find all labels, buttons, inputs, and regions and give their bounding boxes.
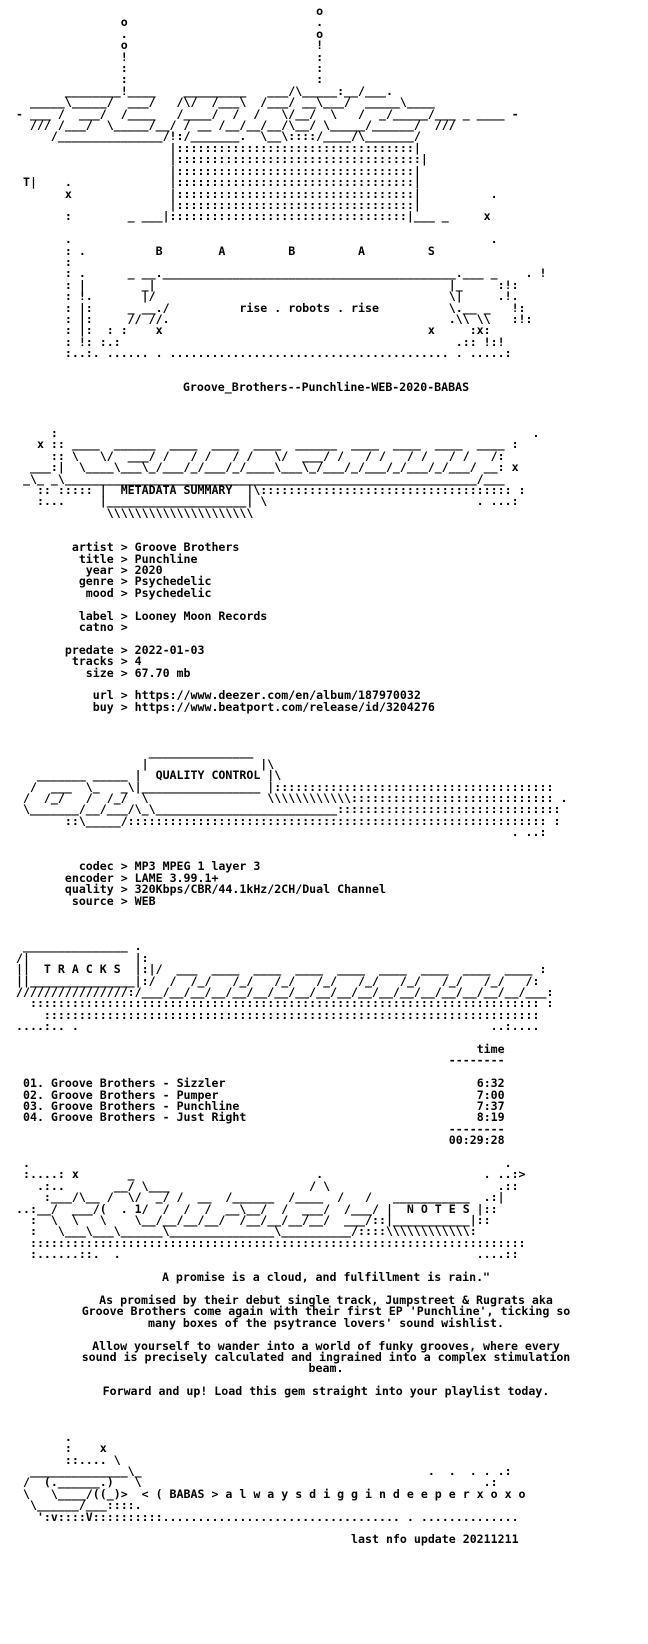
- track-title: Sizzler: [176, 1076, 226, 1091]
- track-artist: Groove Brothers: [50, 1076, 156, 1091]
- tracks-logo-line: _______________ .: [16, 939, 142, 954]
- quality-source: WEB: [134, 893, 156, 908]
- notes-line: Allow yourself to wander into a world of funky grooves, where every: [92, 1338, 560, 1353]
- header-art-line: /_______________/!:/_______. \__\::::/____/\_______/: [16, 129, 421, 144]
- notes-logo-line: :::::::::::::::::::::::::::::::::::::::::::::::::::::::::::::::::::::::: [16, 1235, 526, 1250]
- footer-art-line: \______/___::::.: [16, 1498, 142, 1513]
- notes-line: As promised by their debut single track, Jumpstreet & Rugrats aka: [99, 1292, 553, 1307]
- metadata-year: 2020: [134, 562, 163, 577]
- header-art-line: : . _ __.__________________________________________.___ _ . !: [16, 266, 547, 281]
- header-art-line: : . B A B A S: [16, 243, 435, 258]
- header-art-line: o .: [16, 15, 324, 30]
- tracks-logo-line: ||_______________|:/ / /_/ /_/ /_/ /_/ /_/ /_/ /_/ /_/ /:: [16, 973, 540, 988]
- metadata-logo-line: ___:| \____\___\_/___/_/___/_/____\___\_/___/_/___/_/___/_/___/ __: x: [16, 460, 519, 475]
- tracks-logo-line: /| |:: [16, 950, 149, 965]
- quality-logo-line: / ___ \_ _\|_________________ |::::::::::::::::::::::::::::::::::::::::: [16, 779, 554, 794]
- header-art-line: : |: _ __./ rise . robots . rise \.__ _ !:: [16, 300, 526, 315]
- header-art-line: /// /___/ \_____/__/ / __ /__/__/__/\__/ \_____/______/ ///: [16, 118, 456, 133]
- notes-logo-line: :___/\__ / \/ _/ / __ /______ /____ / / ___________ .:|: [16, 1190, 505, 1205]
- footer-art-line: / (.______.) \ .:: [16, 1475, 498, 1490]
- header-art-line: |::::::::::::::::::::::::::::::::::|: [16, 197, 421, 212]
- header-art-line: x |::::::::::::::::::::::::::::::::::| .: [16, 186, 498, 201]
- track-rows: [16, 1078, 636, 1124]
- track-time: 8:19: [476, 1110, 505, 1125]
- quality-logo-line: / /_/ / /_/ \ \\\\\\\\\\\\::::::::::::::::::::::::::::: .: [16, 791, 568, 806]
- metadata-size: 67.70 mb: [134, 665, 191, 680]
- track-row: 03. Groove Brothers - Punchline 7:37: [16, 1099, 505, 1113]
- quality-logo-line: ::\_____/:::::::::::::::::::::::::::::::::::::::::::::::::::::::::::: :: [16, 813, 561, 828]
- notes-logo-line: : \___\___\______\_______________\__________/::::\\\\\\\\\\\\:: [16, 1224, 477, 1239]
- quality-quality: 320Kbps/CBR/44.1kHz/2CH/Dual Channel: [134, 882, 386, 897]
- metadata-logo-line: \\\\\\\\\\\\\\\\\\\\\: [16, 505, 254, 520]
- track-number: 01.: [16, 1076, 51, 1091]
- header-art-line: :: [16, 254, 72, 269]
- notes-logo-line: : \ \ \ \__/__/__/__/ /__/__/__/__/ ___/::|___________|::: [16, 1213, 491, 1228]
- track-title: Pumper: [176, 1087, 219, 1102]
- track-artist: Groove Brothers: [50, 1087, 156, 1102]
- footer-art-line: .: [16, 1429, 72, 1444]
- header-art-line: : !. |/ \| .!.: [16, 289, 519, 304]
- header-art-line: |::::::::::::::::::::::::::::::::::|: [16, 163, 421, 178]
- metadata-artist: Groove Brothers: [134, 540, 240, 555]
- release-name: Groove_Brothers--Punchline-WEB-2020-BABAS: [182, 380, 470, 395]
- track-time: 7:00: [476, 1087, 505, 1102]
- header-art-line: |::::::::::::::::::::::::::::::::::|: [16, 140, 421, 155]
- metadata-logo-line: x :: ____ ______ ____ ____ ____ ______ ____ ____ ____ ____ :: [16, 437, 519, 452]
- header-art-line: - ___ / ___/ /____ /____/ / / \/__/ \ / _/_____/___ _ ____ -: [16, 106, 519, 121]
- nfo-document: [16, 6, 636, 1546]
- quality-summary: codec > MP3 MPEG 1 layer 3 encoder > LAME 3.99.1+ quality > 320Kbps/CBR/44.1kHz/2CH/Dual Channel source > WEB: [16, 859, 386, 908]
- footer-art-line: ':v::::V::::::::::.................................. . ..............: [16, 1509, 519, 1524]
- quality-logo: [16, 747, 636, 838]
- track-row: 02. Groove Brothers - Pumper 7:00: [16, 1087, 505, 1102]
- tracks-logo-line: :::::::::::::::::::::::::::::::::::::::::::::::::::::::::::::::::::::::: [16, 1007, 540, 1022]
- metadata-buy: https://www.beatport.com/release/id/3204276: [134, 699, 435, 714]
- notes-logo-line: .:.. __/ \___ / \ .::: [16, 1178, 519, 1193]
- notes-section: [16, 1272, 636, 1397]
- footer-art-line: ::.... \: [16, 1452, 121, 1467]
- footer-update: last nfo update 20211211: [351, 1532, 519, 1547]
- metadata-summary: artist > Groove Brothers title > Punchline year > 2020 genre > Psychedelic mood > Psychedelic label > Looney Moon Records catno > predate > 2022-01-03 tracks > 4 size > 67.70 mb url > https://www.deezer.com/en/album/187970032 buy > https://www.beatport.com/release/id/3204276: [16, 540, 435, 714]
- footer-art: [16, 1429, 636, 1535]
- notes-line: many boxes of the psytrance lovers' sound wishlist.: [148, 1315, 504, 1330]
- header-art-line: o: [16, 4, 324, 18]
- notes-line: Groove Brothers come again with their first EP 'Punchline', ticking so: [81, 1304, 571, 1319]
- tracks-logo-line: ////////////////:/___/__/__/__/__/__/__/__/__/__/__/__/__/__/__/__/__/__/___:: [16, 984, 554, 999]
- header-art-line: : _ ___|::::::::::::::::::::::::::::::::::|___ _ x: [16, 209, 491, 224]
- track-number: 02.: [16, 1087, 51, 1102]
- tracks-total: 00:29:28: [448, 1133, 505, 1148]
- notes-paragraph-3: Forward and up! Load this gem straight into your playlist today.: [102, 1384, 550, 1399]
- quality-encoder: LAME 3.99.1+: [134, 870, 219, 885]
- notes-line: sound is precisely calculated and ingrained into a complex stimulation: [81, 1349, 571, 1364]
- metadata-logo-line: :: \ \/ ___/ / / / / / \/ ___/ / / / / / / / /:: [16, 448, 505, 463]
- quality-logo-line: _______ _____ | QUALITY CONTROL |\: [16, 768, 282, 783]
- metadata-logo-line: :: ::::: | METADATA SUMMARY |\:::::::::::::::::::::::::::::::::::: :: [16, 483, 526, 498]
- quality-logo-line: . ..:: [16, 825, 547, 840]
- header-art-line: : |: // //. .\\ \\ :!:: [16, 311, 533, 326]
- metadata-logo-line: _\_ _\___________________________________________________________/___: [16, 471, 505, 486]
- tracks-logo: [16, 941, 636, 1032]
- notes-quote: A promise is a cloud, and fulfillment is rain.": [161, 1270, 491, 1285]
- track-artist: Groove Brothers: [50, 1110, 156, 1125]
- track-row: 01. Groove Brothers - Sizzler 6:32: [16, 1076, 505, 1091]
- quality-logo-line: _______________: [16, 745, 254, 760]
- tracks-logo-line: ::::::::::::::::::::::::::::::::::::::::::::::::::::::::::::::::::::::::: :: [16, 996, 554, 1011]
- header-art-line: o !: [16, 38, 324, 53]
- tracks-separator: --------: [448, 1053, 505, 1068]
- header-art-line: ! :: [16, 49, 324, 64]
- track-time: 6:32: [476, 1076, 505, 1091]
- header-art-line: . .: [16, 232, 498, 247]
- quality-logo-line: \_______/__/___/\_\__________________________::::::::::::::::::::::::::::::::: [16, 802, 561, 817]
- notes-logo-line: :....: x _ . . ..:>: [16, 1167, 526, 1182]
- footer-art-line: : x: [16, 1441, 107, 1456]
- track-number: 03.: [16, 1099, 51, 1113]
- notes-logo-line: :......::. . ....::: [16, 1247, 519, 1262]
- header-art: [16, 6, 636, 360]
- notes-logo-line: . .: [16, 1156, 512, 1171]
- notes-paragraph-1: [16, 1292, 636, 1330]
- notes-logo: [16, 1158, 636, 1261]
- tracks-logo-line: || T R A C K S |:|/ ___ ____ ____ ____ ____ ____ ____ ____ ____ :: [16, 962, 547, 977]
- metadata-predate: 2022-01-03: [134, 642, 205, 657]
- tracks-total-separator: --------: [448, 1121, 505, 1136]
- track-title: Punchline: [176, 1099, 240, 1113]
- notes-paragraph-2: [16, 1338, 636, 1376]
- tracks-time-header: time: [476, 1041, 505, 1056]
- metadata-mood: Psychedelic: [134, 585, 212, 600]
- metadata-logo-line: : .: [16, 426, 540, 441]
- metadata-title: Punchline: [134, 551, 198, 566]
- header-art-line: ________!____ _________ ___/\_____:__/___.: [16, 83, 393, 98]
- footer-art-line: \ \____/((_)> < ( BABAS > a l w a y s d i g g i n d e e p e r x o x o: [16, 1486, 526, 1501]
- header-art-line: : !: :.: .:: !:!: [16, 334, 505, 349]
- tracks-logo-line: ....:.. . ..:....: [16, 1019, 540, 1034]
- track-number: 04.: [16, 1110, 51, 1125]
- header-art-line: T| . |::::::::::::::::::::::::::::::::::|: [16, 175, 421, 190]
- track-title: Just Right: [176, 1110, 247, 1125]
- quality-logo-line: | |\: [16, 756, 275, 771]
- metadata-genre: Psychedelic: [134, 574, 212, 589]
- header-art-line: : |: : : x x :x:: [16, 323, 491, 338]
- header-art-line: : | _| |_ :!:: [16, 277, 519, 292]
- notes-logo-line: ..:__/ ___/( . 1/ / / / __\__/ / ___/ /___/ | N O T E S |::: [16, 1201, 498, 1216]
- metadata-logo-line: :... |____________________| \ . ...:: [16, 494, 519, 509]
- header-art-line: |:::::::::::::::::::::::::::::::::::|: [16, 152, 428, 167]
- header-art-line: : :: [16, 72, 324, 87]
- track-artist: Groove Brothers: [50, 1099, 156, 1113]
- metadata-label: Looney Moon Records: [134, 608, 268, 623]
- tracklist: [16, 1041, 636, 1148]
- header-art-line: :..:. ...... . ........................................ . .....:: [16, 346, 512, 361]
- metadata-url: https://www.deezer.com/en/album/187970032: [134, 688, 421, 703]
- header-art-line: _____\_____/ ___/ /\/ /___\ /___/ __\___/ _____\____: [16, 95, 435, 110]
- track-time: 7:37: [476, 1099, 505, 1113]
- quality-codec: MP3 MPEG 1 layer 3: [134, 859, 261, 874]
- header-art-line: : :: [16, 61, 324, 76]
- metadata-tracks: 4: [134, 654, 142, 669]
- footer-art-line: ______________\_ . . . . .:: [16, 1464, 512, 1478]
- track-row: 04. Groove Brothers - Just Right 8:19: [16, 1110, 505, 1125]
- header-art-line: . o: [16, 26, 324, 41]
- metadata-logo: [16, 428, 636, 519]
- notes-line: beam.: [308, 1361, 344, 1376]
